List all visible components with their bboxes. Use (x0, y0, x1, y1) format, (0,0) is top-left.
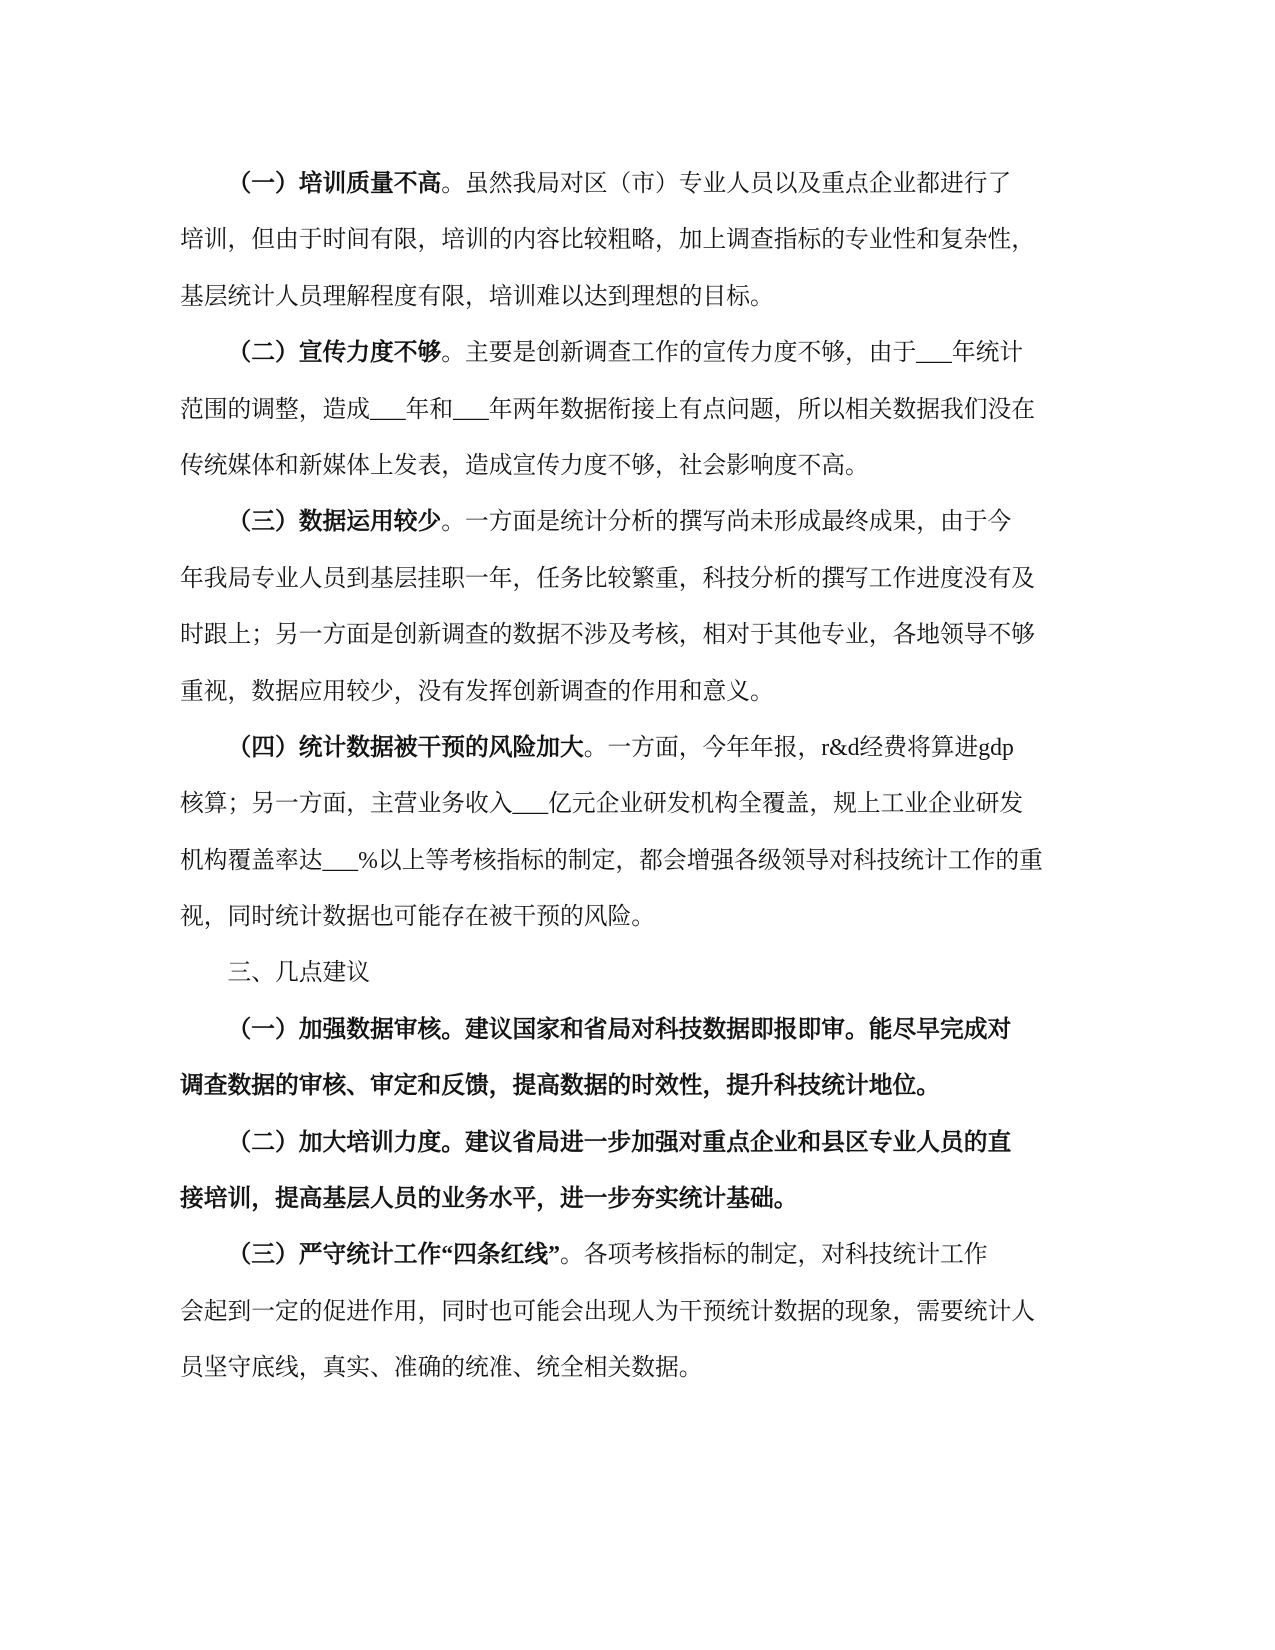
bold-text: （二）宣传力度不够 (227, 340, 442, 367)
text-line (180, 664, 1050, 720)
body-text: 视，同时统计数据也可能存在被干预的风险。 (180, 904, 656, 931)
text-line (180, 776, 1050, 832)
text-line (180, 1058, 1050, 1114)
body-text: 年我局专业人员到基层挂职一年，任务比较繁重，科技分析的撰写工作进度没有及 (180, 565, 1036, 592)
paragraph (180, 1002, 1050, 1115)
text-line (180, 438, 1050, 494)
body-text: 培训，但由于时间有限，培训的内容比较粗略，加上调查指标的专业性和复杂性， (180, 227, 1036, 254)
paragraph (180, 325, 1050, 494)
text-line (180, 889, 1050, 945)
text-line (180, 1284, 1050, 1340)
bold-text: 调查数据的审核、审定和反馈，提高数据的时效性，提升科技统计地位。 (180, 1073, 941, 1100)
body-text: 机构覆盖率达___%以上等考核指标的制定，都会增强各级领导对科技统计工作的重 (180, 847, 1043, 874)
body-text: 传统媒体和新媒体上发表，造成宣传力度不够，社会影响度不高。 (180, 452, 869, 479)
text-line (180, 1171, 1050, 1227)
body-text: 。一方面是统计分析的撰写尚未形成最终成果，由于今 (441, 509, 1012, 536)
text-line (180, 833, 1050, 889)
section-heading (180, 945, 1050, 1001)
text-line (180, 1115, 1050, 1171)
bold-text: （三）数据运用较少 (227, 509, 442, 536)
bold-text: （二）加大培训力度。建议省局进一步加强对重点企业和县区专业人员的直 (227, 1129, 1012, 1156)
text-line (180, 1340, 1050, 1396)
text-line (180, 551, 1050, 607)
text-line (180, 1002, 1050, 1058)
body-text: 员坚守底线，真实、准确的统准、统全相关数据。 (180, 1355, 703, 1382)
bold-text: （一）加强数据审核。建议国家和省局对科技数据即报即审。能尽早完成对 (227, 1016, 1012, 1043)
body-text: 会起到一定的促进作用，同时也可能会出现人为干预统计数据的现象，需要统计人 (180, 1298, 1036, 1325)
paragraph (180, 494, 1050, 720)
text-column (180, 156, 1050, 1397)
body-text: 。虽然我局对区（市）专业人员以及重点企业都进行了 (441, 171, 1012, 197)
text-line (180, 156, 1050, 212)
paragraph (180, 1227, 1050, 1396)
text-line (180, 382, 1050, 438)
body-text: 基层统计人员理解程度有限，培训难以达到理想的目标。 (180, 283, 774, 310)
body-text: 。一方面，今年年报，r&d经费将算进gdp (583, 734, 1014, 761)
body-text: 重视，数据应用较少，没有发挥创新调查的作用和意义。 (180, 678, 774, 705)
body-text: 。各项考核指标的制定，对科技统计工作 (560, 1242, 988, 1269)
paragraph (180, 156, 1050, 325)
bold-text: 接培训，提高基层人员的业务水平，进一步夯实统计基础。 (180, 1186, 798, 1213)
bold-text: （一）培训质量不高 (227, 171, 442, 197)
text-line (180, 269, 1050, 325)
bold-text: （三）严守统计工作“四条红线” (227, 1242, 561, 1269)
paragraph (180, 720, 1050, 946)
paragraph (180, 1115, 1050, 1228)
text-line (180, 607, 1050, 663)
text-line (180, 720, 1050, 776)
body-text: 核算；另一方面，主营业务收入___亿元企业研发机构全覆盖，规上工业企业研发 (180, 791, 1024, 818)
body-text: 三、几点建议 (227, 960, 371, 987)
text-line (180, 1227, 1050, 1283)
bold-text: （四）统计数据被干预的风险加大 (227, 734, 584, 761)
text-line (180, 494, 1050, 550)
body-text: 范围的调整，造成___年和___年两年数据衔接上有点问题，所以相关数据我们没在 (180, 396, 1036, 423)
body-text: 。主要是创新调查工作的宣传力度不够，由于___年统计 (441, 340, 1024, 367)
text-line (180, 325, 1050, 381)
body-text: 时跟上；另一方面是创新调查的数据不涉及考核，相对于其他专业，各地领导不够 (180, 622, 1036, 649)
text-line (180, 945, 1050, 1001)
text-line (180, 212, 1050, 268)
